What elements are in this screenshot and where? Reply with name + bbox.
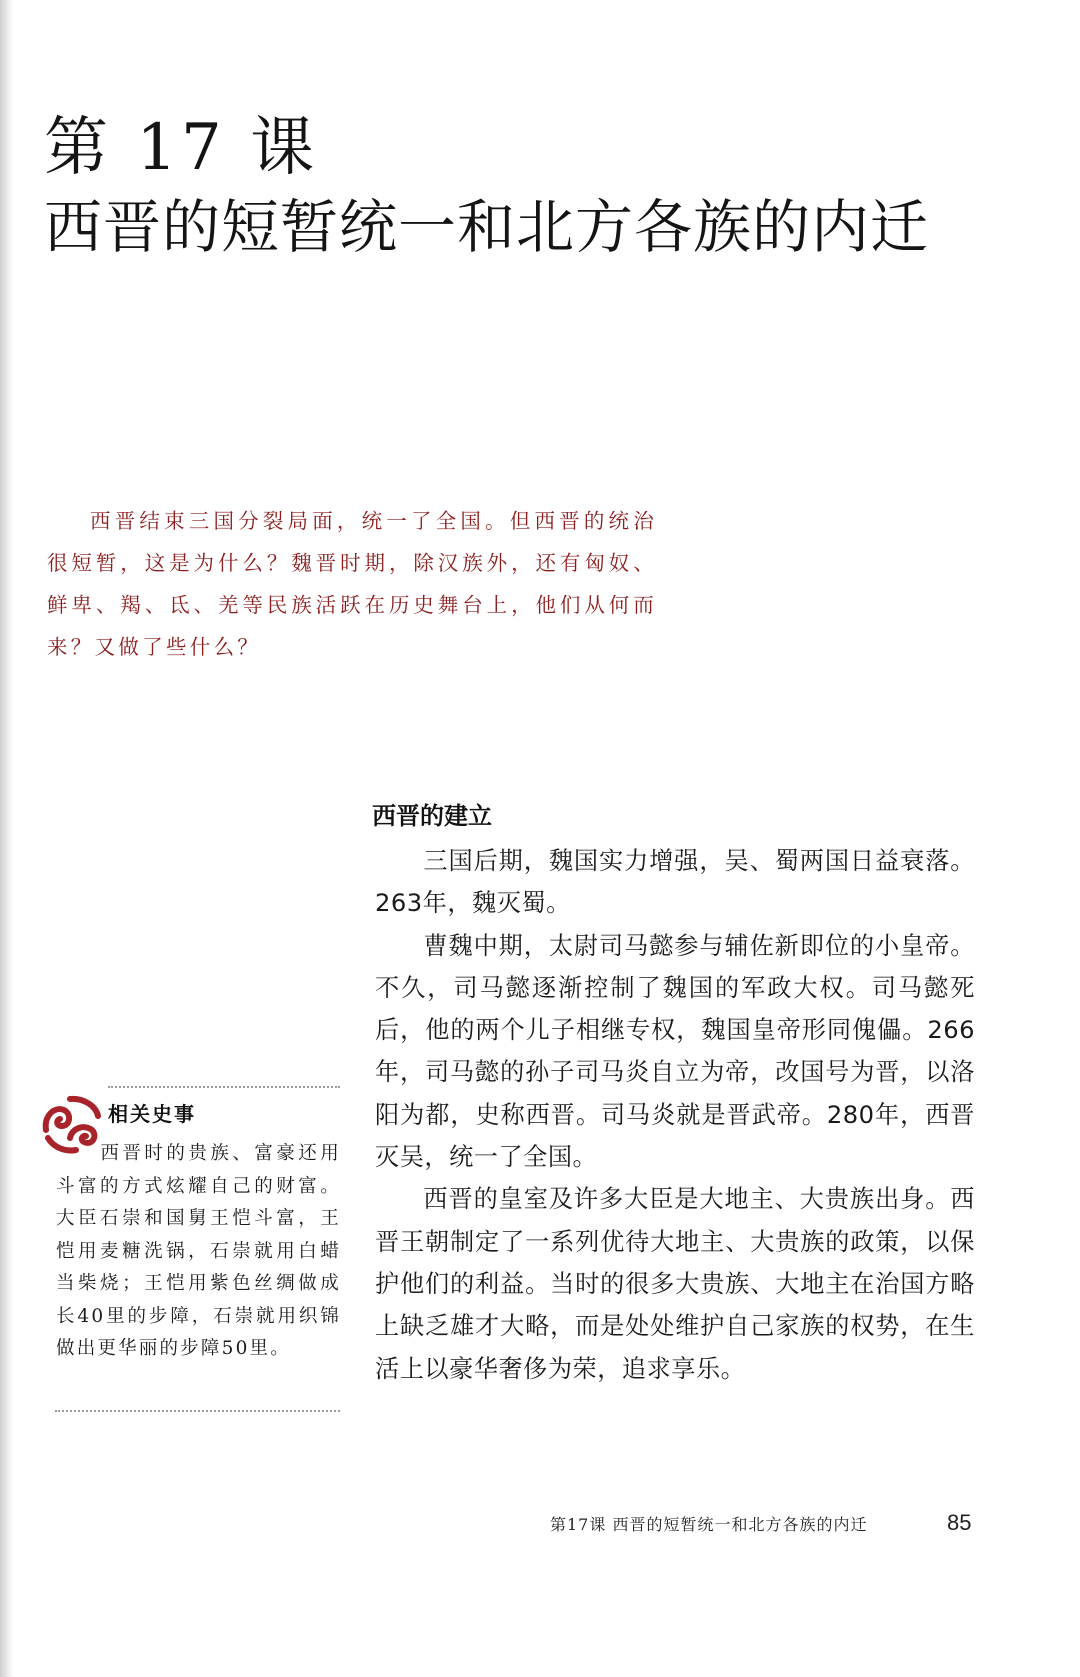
sidebar-top-divider <box>108 1086 340 1088</box>
sidebar-paragraph: 西晋时的贵族、富豪还用斗富的方式炫耀自己的财富。大臣石崇和国舅王恺斗富，王恺用麦糖洗锅，石崇就用白蜡当柴烧；王恺用紫色丝绸做成长40里的步障，石崇就用织锦做出更华丽的步障50里。 <box>56 1143 341 1359</box>
lesson-number: 第 17 课 <box>44 111 319 185</box>
lesson-title: 西晋的短暂统一和北方各族的内迁 <box>44 193 930 261</box>
body-paragraph: 三国后期，魏国实力增强，吴、蜀两国日益衰落。263年，魏灭蜀。 <box>375 847 975 918</box>
page-binding-edge <box>0 0 14 1677</box>
intro-text: 西晋结束三国分裂局面，统一了全国。但西晋的统治很短暂，这是为什么？魏晋时期，除汉族外，还有匈奴、鲜卑、羯、氐、羌等民族活跃在历史舞台上，他们从何而来？又做了些什么？ <box>47 509 657 659</box>
running-footer: 第17课 西晋的短暂统一和北方各族的内迁 <box>550 1515 868 1534</box>
page-number: 85 <box>947 1510 972 1535</box>
section-heading: 西晋的建立 <box>372 802 492 830</box>
body-paragraph: 西晋的皇室及许多大臣是大地主、大贵族出身。西晋王朝制定了一系列优待大地主、大贵族的政策，以保护他们的利益。当时的很多大贵族、大地主在治国方略上缺乏雄才大略，而是处处维护自己家族的权势，在生活上以豪华奢侈为荣，追求享乐。 <box>375 1185 975 1383</box>
sidebar-body <box>56 1138 341 1366</box>
intro-questions <box>47 500 657 668</box>
sidebar-bottom-divider <box>55 1410 340 1412</box>
body-paragraph: 曹魏中期，太尉司马懿参与辅佐新即位的小皇帝。不久，司马懿逐渐控制了魏国的军政大权。司马懿死后，他的两个儿子相继专权，魏国皇帝形同傀儡。266年，司马懿的孙子司马炎自立为帝，改国号为晋，以洛阳为都，史称西晋。司马炎就是晋武帝。280年，西晋灭吴，统一了全国。 <box>375 931 975 1172</box>
section-body <box>375 840 975 1390</box>
sidebar-title: 相关史事 <box>108 1102 196 1126</box>
